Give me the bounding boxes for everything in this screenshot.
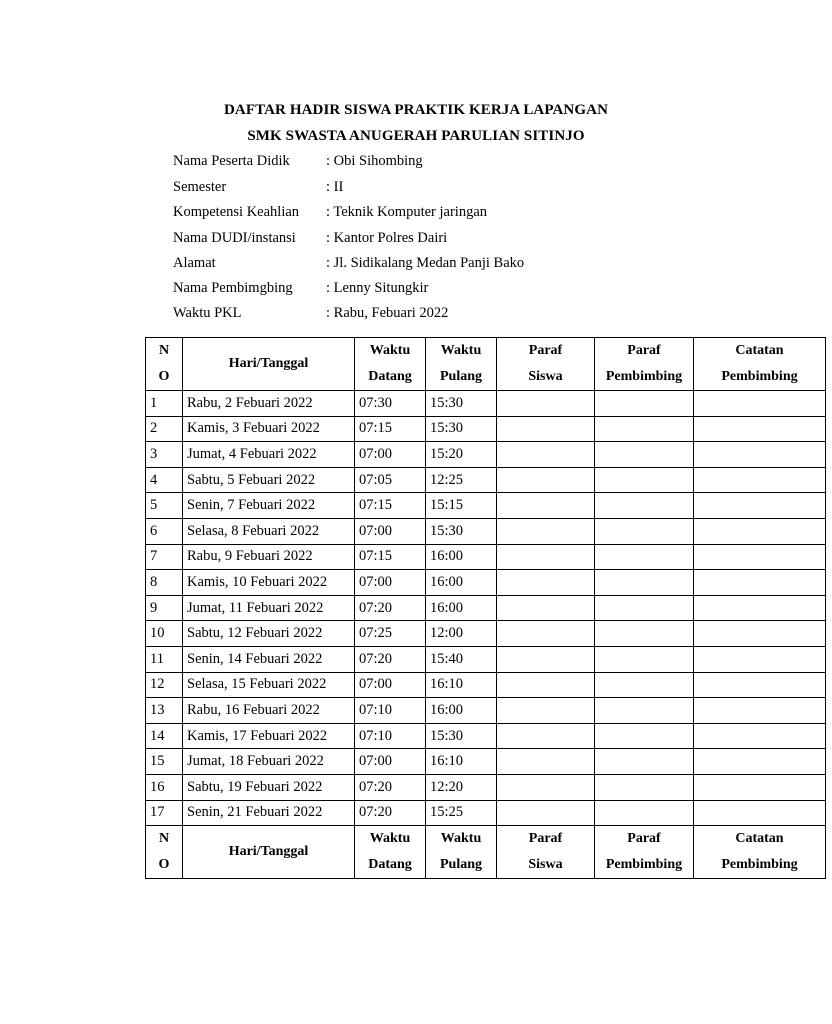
- table-row: [146, 672, 826, 698]
- leave-time-cell: 15:25: [426, 800, 497, 826]
- document-title: DAFTAR HADIR SISWA PRAKTIK KERJA LAPANGAN: [224, 102, 608, 118]
- arrive-time-cell: 07:05: [355, 467, 426, 493]
- mentor-signature-cell: [595, 544, 694, 570]
- mentor-signature-cell: [595, 646, 694, 672]
- header-mentor-signature: Paraf Pembimbing: [595, 338, 694, 391]
- leave-time-cell: 15:40: [426, 646, 497, 672]
- mentor-signature-cell: [595, 672, 694, 698]
- leave-time-cell: 12:20: [426, 774, 497, 800]
- header-mentor-signature: Paraf Pembimbing: [595, 826, 694, 879]
- date-cell: Jumat, 4 Febuari 2022: [183, 442, 355, 468]
- arrive-time-cell: 07:20: [355, 646, 426, 672]
- student-signature-cell: [497, 493, 595, 519]
- mentor-notes-cell: [694, 391, 826, 417]
- date-cell: Selasa, 8 Febuari 2022: [183, 518, 355, 544]
- arrive-time-cell: 07:30: [355, 391, 426, 417]
- header-student-signature: Paraf Siswa: [497, 826, 595, 879]
- arrive-time-cell: 07:00: [355, 518, 426, 544]
- no-cell: 1: [146, 391, 183, 417]
- no-cell: 17: [146, 800, 183, 826]
- mentor-notes-cell: [694, 442, 826, 468]
- mentor-notes-cell: [694, 570, 826, 596]
- header-no: N O: [146, 826, 183, 879]
- mentor-notes-cell: [694, 595, 826, 621]
- table-row: [146, 391, 826, 417]
- arrive-time-cell: 07:15: [355, 544, 426, 570]
- leave-time-cell: 15:30: [426, 723, 497, 749]
- info-label: Nama Peserta Didik: [173, 153, 290, 169]
- table-row: [146, 800, 826, 826]
- table-row: [146, 442, 826, 468]
- mentor-signature-cell: [595, 749, 694, 775]
- leave-time-cell: 12:00: [426, 621, 497, 647]
- mentor-notes-cell: [694, 698, 826, 724]
- header-date: Hari/Tanggal: [183, 338, 355, 391]
- no-cell: 16: [146, 774, 183, 800]
- date-cell: Senin, 21 Febuari 2022: [183, 800, 355, 826]
- arrive-time-cell: 07:20: [355, 595, 426, 621]
- no-cell: 8: [146, 570, 183, 596]
- arrive-time-cell: 07:25: [355, 621, 426, 647]
- table-row: [146, 570, 826, 596]
- student-signature-cell: [497, 442, 595, 468]
- leave-time-cell: 16:00: [426, 570, 497, 596]
- no-cell: 5: [146, 493, 183, 519]
- arrive-time-cell: 07:10: [355, 723, 426, 749]
- info-label: Semester: [173, 179, 227, 195]
- info-value: : Jl. Sidikalang Medan Panji Bako: [326, 253, 524, 273]
- student-signature-cell: [497, 621, 595, 647]
- leave-time-cell: 15:30: [426, 391, 497, 417]
- date-cell: Kamis, 10 Febuari 2022: [183, 570, 355, 596]
- student-signature-cell: [497, 749, 595, 775]
- mentor-notes-cell: [694, 544, 826, 570]
- header-mentor-notes: Catatan Pembimbing: [694, 826, 826, 879]
- date-cell: Rabu, 2 Febuari 2022: [183, 391, 355, 417]
- header-date: Hari/Tanggal: [183, 826, 355, 879]
- info-value: : Rabu, Febuari 2022: [326, 303, 448, 323]
- info-value: : Lenny Situngkir: [326, 278, 428, 298]
- header-leave-time: Waktu Pulang: [426, 826, 497, 879]
- date-cell: Sabtu, 5 Febuari 2022: [183, 467, 355, 493]
- mentor-notes-cell: [694, 774, 826, 800]
- leave-time-cell: 15:30: [426, 416, 497, 442]
- date-cell: Senin, 7 Febuari 2022: [183, 493, 355, 519]
- header-no: N O: [146, 338, 183, 391]
- mentor-notes-cell: [694, 493, 826, 519]
- mentor-signature-cell: [595, 570, 694, 596]
- student-signature-cell: [497, 416, 595, 442]
- mentor-signature-cell: [595, 774, 694, 800]
- school-name: SMK SWASTA ANUGERAH PARULIAN SITINJO: [247, 128, 585, 144]
- date-cell: Senin, 14 Febuari 2022: [183, 646, 355, 672]
- leave-time-cell: 16:00: [426, 698, 497, 724]
- no-cell: 11: [146, 646, 183, 672]
- arrive-time-cell: 07:20: [355, 774, 426, 800]
- info-value: : Teknik Komputer jaringan: [326, 202, 487, 222]
- mentor-signature-cell: [595, 493, 694, 519]
- mentor-signature-cell: [595, 442, 694, 468]
- header-arrive-time: Waktu Datang: [355, 338, 426, 391]
- date-cell: Rabu, 16 Febuari 2022: [183, 698, 355, 724]
- arrive-time-cell: 07:15: [355, 493, 426, 519]
- student-signature-cell: [497, 391, 595, 417]
- no-cell: 7: [146, 544, 183, 570]
- no-cell: 13: [146, 698, 183, 724]
- mentor-signature-cell: [595, 416, 694, 442]
- no-cell: 4: [146, 467, 183, 493]
- info-value: : Obi Sihombing: [326, 151, 423, 171]
- table-row: [146, 698, 826, 724]
- no-cell: 9: [146, 595, 183, 621]
- arrive-time-cell: 07:00: [355, 442, 426, 468]
- no-cell: 3: [146, 442, 183, 468]
- mentor-notes-cell: [694, 467, 826, 493]
- student-signature-cell: [497, 544, 595, 570]
- student-signature-cell: [497, 518, 595, 544]
- table-row: [146, 646, 826, 672]
- leave-time-cell: 16:00: [426, 544, 497, 570]
- table-row: [146, 518, 826, 544]
- mentor-notes-cell: [694, 672, 826, 698]
- no-cell: 15: [146, 749, 183, 775]
- mentor-signature-cell: [595, 391, 694, 417]
- mentor-notes-cell: [694, 749, 826, 775]
- arrive-time-cell: 07:00: [355, 570, 426, 596]
- student-signature-cell: [497, 723, 595, 749]
- leave-time-cell: 16:10: [426, 749, 497, 775]
- info-value: : Kantor Polres Dairi: [326, 228, 447, 248]
- header-leave-time: Waktu Pulang: [426, 338, 497, 391]
- leave-time-cell: 16:10: [426, 672, 497, 698]
- leave-time-cell: 15:15: [426, 493, 497, 519]
- student-signature-cell: [497, 646, 595, 672]
- table-footer-header-row: [146, 826, 826, 879]
- mentor-signature-cell: [595, 595, 694, 621]
- arrive-time-cell: 07:20: [355, 800, 426, 826]
- date-cell: Sabtu, 19 Febuari 2022: [183, 774, 355, 800]
- mentor-signature-cell: [595, 800, 694, 826]
- mentor-notes-cell: [694, 518, 826, 544]
- header-mentor-notes: Catatan Pembimbing: [694, 338, 826, 391]
- date-cell: Jumat, 18 Febuari 2022: [183, 749, 355, 775]
- table-row: [146, 467, 826, 493]
- mentor-notes-cell: [694, 800, 826, 826]
- student-signature-cell: [497, 774, 595, 800]
- no-cell: 14: [146, 723, 183, 749]
- header-student-signature: Paraf Siswa: [497, 338, 595, 391]
- arrive-time-cell: 07:15: [355, 416, 426, 442]
- student-signature-cell: [497, 570, 595, 596]
- table-row: [146, 749, 826, 775]
- info-label: Waktu PKL: [173, 305, 242, 321]
- header-arrive-time: Waktu Datang: [355, 826, 426, 879]
- leave-time-cell: 16:00: [426, 595, 497, 621]
- leave-time-cell: 15:20: [426, 442, 497, 468]
- info-label: Nama Pembimgbing: [173, 280, 293, 296]
- arrive-time-cell: 07:00: [355, 672, 426, 698]
- no-cell: 12: [146, 672, 183, 698]
- table-row: [146, 416, 826, 442]
- no-cell: 6: [146, 518, 183, 544]
- date-cell: Selasa, 15 Febuari 2022: [183, 672, 355, 698]
- mentor-notes-cell: [694, 646, 826, 672]
- table-row: [146, 544, 826, 570]
- date-cell: Sabtu, 12 Febuari 2022: [183, 621, 355, 647]
- student-signature-cell: [497, 672, 595, 698]
- table-row: [146, 723, 826, 749]
- leave-time-cell: 15:30: [426, 518, 497, 544]
- date-cell: Jumat, 11 Febuari 2022: [183, 595, 355, 621]
- arrive-time-cell: 07:00: [355, 749, 426, 775]
- table-header-row: [146, 338, 826, 391]
- mentor-notes-cell: [694, 416, 826, 442]
- table-row: [146, 621, 826, 647]
- leave-time-cell: 12:25: [426, 467, 497, 493]
- mentor-notes-cell: [694, 621, 826, 647]
- info-label: Alamat: [173, 255, 216, 271]
- student-signature-cell: [497, 800, 595, 826]
- date-cell: Kamis, 17 Febuari 2022: [183, 723, 355, 749]
- student-signature-cell: [497, 698, 595, 724]
- no-cell: 2: [146, 416, 183, 442]
- mentor-signature-cell: [595, 518, 694, 544]
- table-row: [146, 774, 826, 800]
- table-row: [146, 493, 826, 519]
- info-label: Nama DUDI/instansi: [173, 230, 296, 246]
- mentor-notes-cell: [694, 723, 826, 749]
- info-value: : II: [326, 177, 343, 197]
- no-cell: 10: [146, 621, 183, 647]
- student-signature-cell: [497, 595, 595, 621]
- info-label: Kompetensi Keahlian: [173, 204, 300, 220]
- table-row: [146, 595, 826, 621]
- attendance-table: [145, 337, 826, 879]
- mentor-signature-cell: [595, 467, 694, 493]
- mentor-signature-cell: [595, 698, 694, 724]
- date-cell: Kamis, 3 Febuari 2022: [183, 416, 355, 442]
- student-signature-cell: [497, 467, 595, 493]
- mentor-signature-cell: [595, 621, 694, 647]
- mentor-signature-cell: [595, 723, 694, 749]
- arrive-time-cell: 07:10: [355, 698, 426, 724]
- date-cell: Rabu, 9 Febuari 2022: [183, 544, 355, 570]
